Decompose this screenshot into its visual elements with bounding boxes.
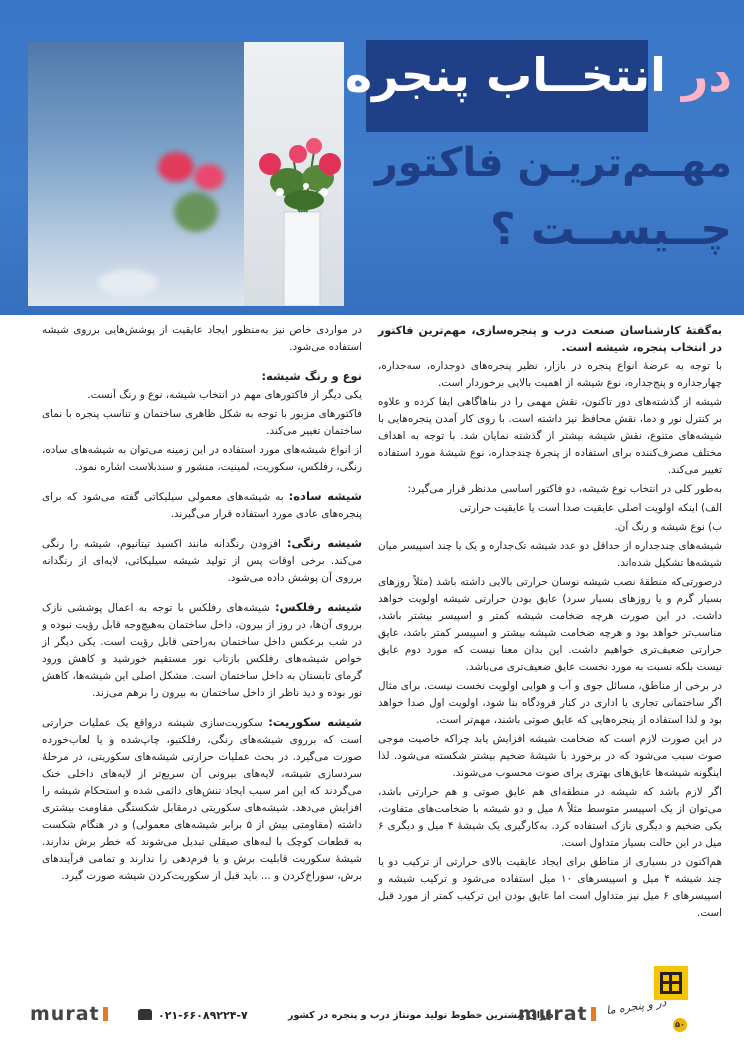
footer-slogan: دارای بیشترین خطوط تولید مونتاژ درب و پنجره در کشور — [288, 1010, 554, 1021]
paragraph: هم‌اکنون در بسیاری از مناطق برای ایجاد عایقیت بالای حرارتی از ترکیب دو یا چند شیشه ۴ میل و اسپیسرهای ۱۰ میل استفاده می‌شود و ترکیب شیشه و اسپیسرهای ۶ میل نیز متداول است اما عایق بودن این ترکیب کمتر از مورد قبل است. — [378, 856, 722, 919]
phone-number: ۰۲۱-۶۶۰۸۹۲۲۴-۷ — [138, 1009, 248, 1022]
paragraph: در این صورت لازم است که ضخامت شیشه افزایش یابد چراکه خاصیت موجی صوت سبب می‌شود که در برخورد با شیشهٔ ضخیم بیشتر شکسته می‌شود. لذا اینگونه شیشه‌ها عایق‌های بهتری برای صوت محسوب می‌شوند. — [378, 733, 722, 779]
section-text: به شیشه‌های معمولی سیلیکاتی گفته می‌شود که برای پنجره‌های عادی مورد استفاده قرار می‌گیرند. — [42, 491, 362, 520]
brand-logo-right: murat — [518, 1003, 596, 1025]
title-line-1 — [345, 48, 732, 102]
title-line-2: مهــم‌تریـن فاکتور — [374, 140, 732, 186]
clear-glass-pane — [244, 42, 344, 306]
brand-logo-left: murat — [30, 1003, 108, 1025]
section-text: سکوریت‌سازی شیشه درواقع یک عملیات حرارتی است که برروی شیشه‌های رنگی، رفلکتیو، چاپ‌شده و یا لعاب‌خورده صورت می‌گیرد. در بحث عملیات حرارتی شیشه‌های سکوریتی، در مرحلهٔ سردسازی شیشه، لایه‌های بیرونی آن سریع‌تر از لایه‌های داخلی خنک می‌گردند که این امر سبب ایجاد تنش‌های دائمی شده و استحکام شیشه را افزایش می‌دهد. شیشه‌های سکوریتی درمقابل شکستگی مقاومت بیشتری داشته (مقاومتی بیش از ۵ برابر شیشه‌های معمولی) و در هنگام شکست به قطعات کوچک با لبه‌های صیقلی تبدیل می‌شوند که خطر برش ندارند. شیشهٔ سکوریت قابلیت برش و یا فرم‌دهی را ندارند و تمامی فرآیندهای برش، سوراخ‌کردن و ... باید قبل از سکوریت‌کردن شیشه صورت گیرد. — [42, 717, 362, 882]
section-text: شیشه‌های رفلکس با توجه به اعمال پوششی نازک برروی آن‌ها، در روز از بیرون، داخل ساختمان به‌هیچ‌وجه قابل رؤیت نبوده و در شب برعکس داخل ساختمان به‌راحتی قابل رؤیت است. یکی دیگر از خواص شیشه‌های رفلکس بازتاب نور مستقیم خورشید و کاهش ورود گرمای تابستان به داخل ساختمان است. مشکل اصلی این شیشه‌ها، کاهش نور بوده و دید ناظر از داخل ساختمان به بیرون را برهم می‌زند. — [42, 602, 362, 699]
section-heading-color: شیشه رنگی: — [286, 536, 363, 550]
section-simple — [42, 488, 362, 523]
section-text: افزودن رنگدانه مانند اکسید تیتانیوم، شیشه را رنگی می‌کند. برخی اوقات پس از تولید شیشه سیلیکاتی، لایه‌ای از رنگدانه برروی آن پوشش داده می‌شود. — [42, 538, 362, 584]
section-heading-securit: شیشه سکوریت: — [268, 715, 362, 729]
paragraph: شیشه از گذشته‌های دور تاکنون، نقش مهمی را در بناهاگاهی ایفا کرده و علاوه بر کنترل نور و دما، نقش محافظ نیز داشته است. با روی کار آمدن پنجره‌هایی با شیشه‌های متنوع، نقش شیشه بیشتر از گذشته نمایان شد. با توجه به اهداف مختلف مصرف‌کننده برای استفاده از پنجرهٔ چندجداره، نوع شیشهٔ مورد استفاده تغییر می‌کند. — [378, 396, 722, 476]
left-text-column — [42, 322, 362, 887]
paragraph: در مواردی خاص نیز به‌منظور ایجاد عایقیت از پوشش‌هایی برروی شیشه استفاده می‌شود. — [42, 324, 362, 353]
paragraph: فاکتورهای مزبور با توجه به شکل ظاهری ساختمان و تناسب پنجره با نمای ساختمان تغییر می‌کند. — [42, 408, 362, 437]
right-text-column — [378, 322, 722, 924]
flower-vase-graphic — [244, 42, 344, 306]
section-heading-reflex: شیشه رفلکس: — [275, 600, 362, 614]
magazine-name: در و پنجره ما — [605, 995, 668, 1018]
title-line-3: چــیســت ؟ — [489, 204, 732, 255]
section-securit — [42, 714, 362, 885]
paragraph: به‌طور کلی در انتخاب نوع شیشه، دو فاکتور اساسی مدنظر قرار می‌گیرد: — [407, 483, 722, 495]
window-photo — [28, 42, 344, 306]
phone-icon — [138, 1009, 152, 1020]
section-color — [42, 535, 362, 587]
paragraph: اگر لازم باشد که شیشه در منطقه‌ای هم عایق صوتی و هم حرارتی باشد، می‌توان از یک اسپیسر متوسط مثلاً ۸ میل و دو شیشه با ضخامت‌های متفاوت، یکی ضخیم و دیگری نازک استفاده کرد. به‌کارگیری یک شیشهٔ ۴ میل و دیگری ۶ میل در این حالت بسیار متداول است. — [378, 786, 722, 849]
page-number: ۵۰ — [673, 1018, 687, 1032]
paragraph: از انواع شیشه‌های مورد استفاده در این زمینه می‌توان به شیشه‌های ساده، رنگی، رفلکس، سکوریت، لمینیت، منشور و سندبلاست اشاره نمود. — [42, 444, 362, 473]
section-reflex — [42, 599, 362, 702]
section-heading-type: نوع و رنگ شیشه: — [261, 369, 362, 383]
magazine-logo-icon — [654, 966, 688, 1000]
title-line-1-main: انتخــاب پنجره — [344, 48, 666, 102]
paragraph: درصورتی‌که منطقهٔ نصب شیشه نوسان حرارتی بالایی داشته باشد (مثلاً روزهای بسیار گرم و یا روزهای بسیار سرد) عایق بودن حرارتی شیشه اولویت خواهد داشت. در این صورت هرچه ضخامت شیشه کمتر و اسپیسر بیشتر باشد، مناسب‌تر خواهد بود و هرچه ضخامت شیشه بیشتر و اسپیسر کمتر باشد، عایق حرارتی ضعیف‌تری خواهیم داشت. این بدان معنا نیست که مورد دوم عایق نیست بلکه نسبت به مورد نخست عایق ضعیف‌تری می‌باشد. — [378, 576, 722, 673]
paragraph: شیشه‌های چندجداره از حداقل دو عدد شیشه تک‌جداره و یک یا چند اسپیسر میان شیشه‌ها تشکیل شده‌اند. — [378, 540, 722, 569]
paragraph: یکی دیگر از فاکتورهای مهم در انتخاب شیشه، نوع و رنگ آنست. — [87, 389, 362, 401]
frosted-glass-pane — [28, 42, 244, 306]
title-prefix: در — [681, 48, 732, 102]
paragraph: در برخی از مناطق، مسائل جوی و آب و هوایی اولویت نخست نیست. برای مثال اگر ساختمانی تجاری یا اداری در کنار فرودگاه بنا شود، اولویت اول صدا خواهد بود و لذا استفاده از پنجره‌هایی که عایق صوتی باشند، مهم‌تر است. — [378, 680, 722, 726]
list-item: ب) نوع شیشه و رنگ آن. — [614, 521, 722, 533]
section-heading-simple: شیشه ساده: — [288, 489, 362, 503]
lead-paragraph: به‌گفتهٔ کارشناسان صنعت درب و پنجره‌سازی، مهم‌ترین فاکتور در انتخاب پنجره، شیشه است. — [378, 324, 722, 354]
list-item: الف) اینکه اولویت اصلی عایقیت صدا است یا عایقیت حرارتی — [459, 502, 722, 514]
paragraph: با توجه به عرضهٔ انواع پنجره در بازار، نظیر پنجره‌های دوجداره، سه‌جداره، چهارجداره و پنج‌جداره، نوع شیشه از اهمیت بالایی برخوردار است. — [378, 360, 722, 389]
article-title — [344, 40, 736, 290]
